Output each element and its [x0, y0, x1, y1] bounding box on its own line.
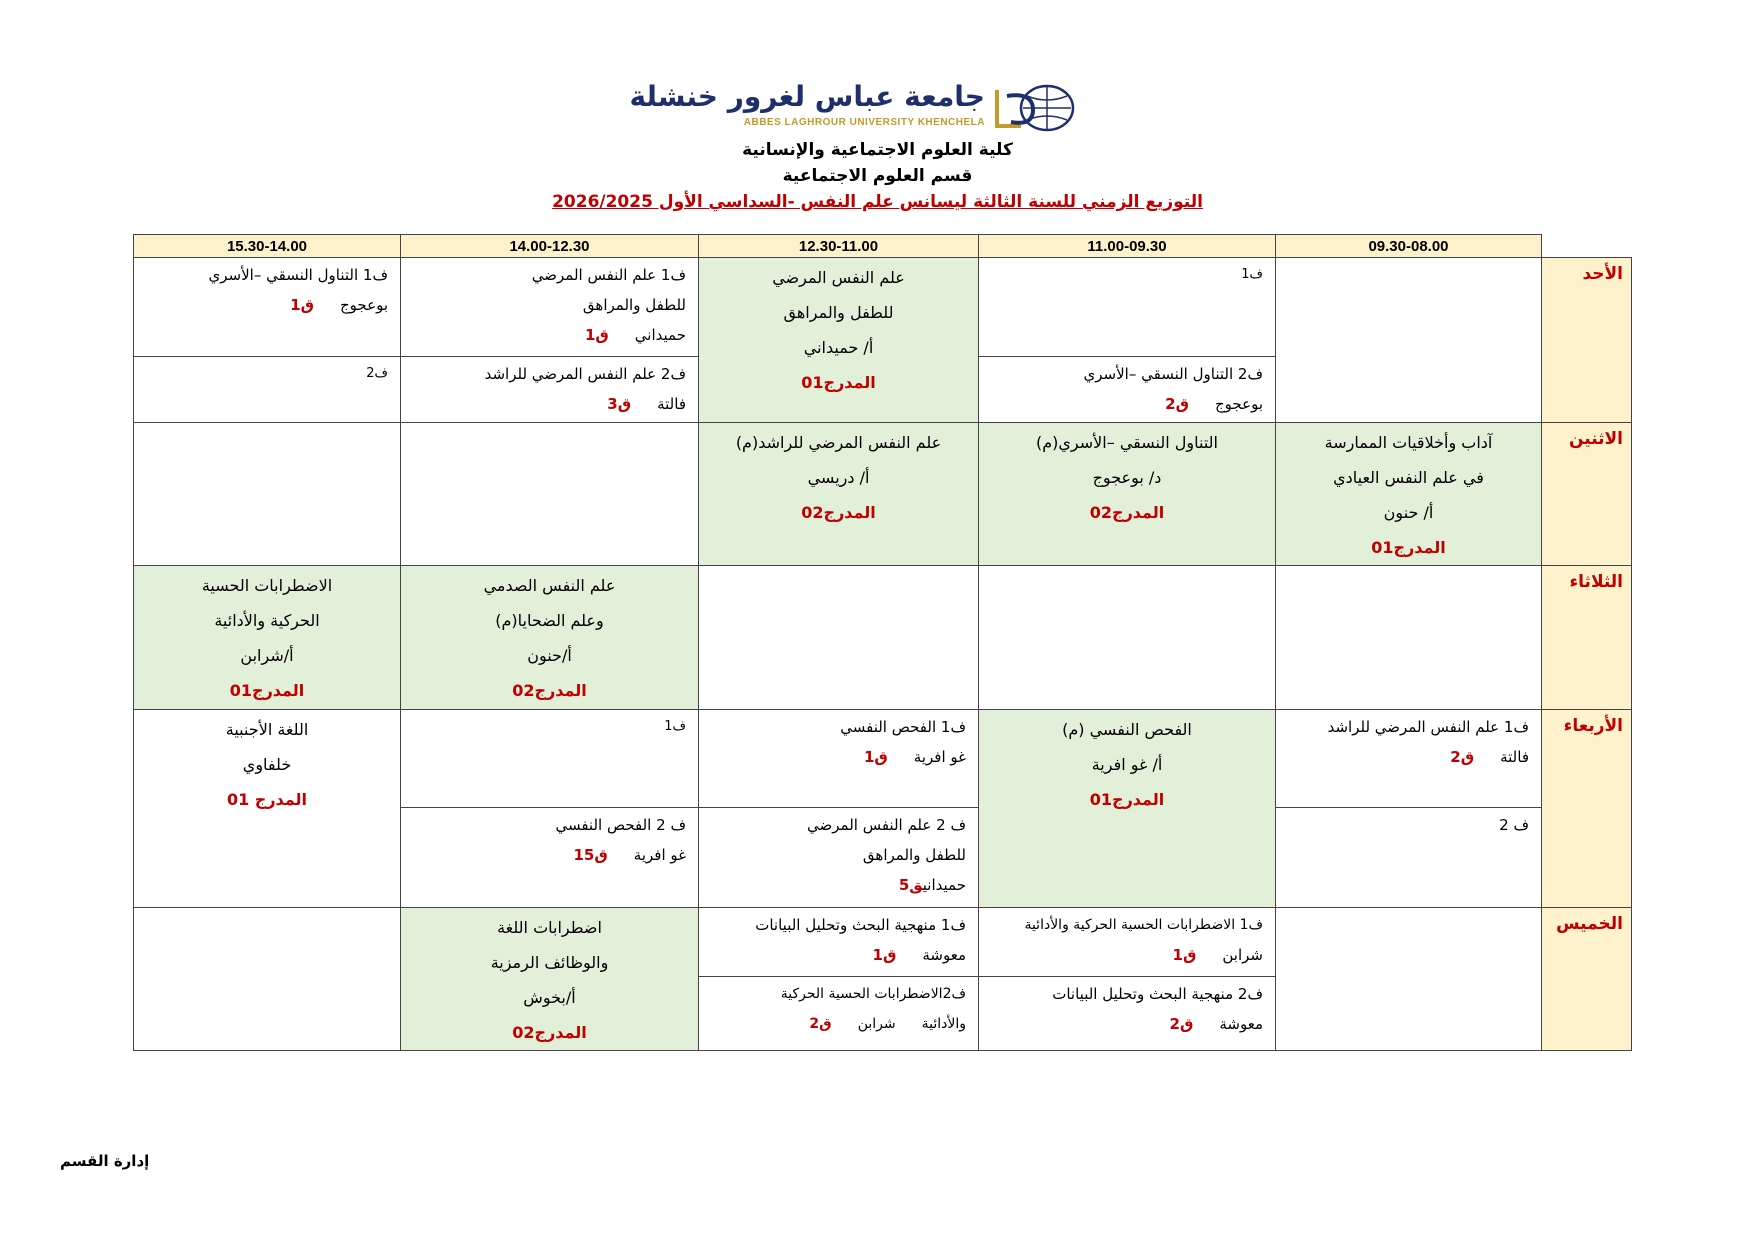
- table-row: [134, 566, 1632, 710]
- table-row: [134, 258, 1632, 357]
- time-header-2: 11.00-09.30: [979, 235, 1276, 258]
- schedule-cell-empty: [699, 566, 979, 710]
- day-thursday: الخميس: [1542, 908, 1632, 1051]
- table-row: [134, 710, 1632, 808]
- table-row: [134, 423, 1632, 566]
- lecture-cell: آداب وأخلاقيات الممارسة في علم النفس العيادي أ/ حنون المدرج01: [1276, 423, 1542, 566]
- schedule-cell: ف2 علم النفس المرضي للراشد فالتةق3: [401, 357, 699, 423]
- schedule-cell-empty: [1276, 908, 1542, 1051]
- schedule-cell: ف2 منهجية البحث وتحليل البيانات معوشةق2: [979, 977, 1276, 1051]
- time-header-4: 14.00-12.30: [401, 235, 699, 258]
- schedule-cell: ف 2 علم النفس المرضي للطفل والمراهق حميدانيق5: [699, 808, 979, 908]
- lecture-cell: علم النفس المرضي للطفل والمراهق أ/ حميداني المدرج01: [699, 258, 979, 423]
- schedule-cell: ف1 الاضطرابات الحسية الحركية والأدائية شرابنق1: [979, 908, 1276, 977]
- schedule-cell-empty: [134, 423, 401, 566]
- lecture-cell: الاضطرابات الحسية الحركية والأدائية أ/شرابن المدرج01: [134, 566, 401, 710]
- logo-english-text: ABBES LAGHROUR UNIVERSITY KHENCHELA: [743, 117, 985, 128]
- schedule-cell: ف1 الفحص النفسي غو افريةق1: [699, 710, 979, 808]
- time-header-1: 09.30-08.00: [1276, 235, 1542, 258]
- schedule-cell: اللغة الأجنبية خلفاوي المدرج 01: [134, 710, 401, 908]
- schedule-cell-empty: [1276, 566, 1542, 710]
- corner-cell: [1542, 235, 1632, 258]
- schedule-cell: ف1 التناول النسقي –الأسري بوعجوجق1: [134, 258, 401, 357]
- faculty-name: كلية العلوم الاجتماعية والإنسانية: [742, 140, 1013, 160]
- university-emblem-icon: [993, 82, 1075, 132]
- timetable: [133, 234, 1632, 1051]
- schedule-cell-empty: [134, 908, 401, 1051]
- day-monday: الاثنين: [1542, 423, 1632, 566]
- time-header-5: 15.30-14.00: [134, 235, 401, 258]
- schedule-cell-empty: [979, 566, 1276, 710]
- day-tuesday: الثلاثاء: [1542, 566, 1632, 710]
- schedule-cell: ف1 علم النفس المرضي للطفل والمراهق حميدانيق1: [401, 258, 699, 357]
- schedule-cell: ف 2: [1276, 808, 1542, 908]
- schedule-cell: ف 2 الفحص النفسي غو افريةق15: [401, 808, 699, 908]
- department-name: قسم العلوم الاجتماعية: [782, 166, 973, 186]
- lecture-cell: علم النفس الصدمي وعلم الضحايا(م) أ/حنون المدرج02: [401, 566, 699, 710]
- schedule-cell: ف1 منهجية البحث وتحليل البيانات معوشةق1: [699, 908, 979, 977]
- schedule-cell-empty: [1276, 258, 1542, 423]
- schedule-cell: ف2 التناول النسقي –الأسري بوعجوجق2: [979, 357, 1276, 423]
- university-logo: [629, 80, 1080, 140]
- schedule-cell-empty: [401, 423, 699, 566]
- department-administration-signature: إدارة القسم: [60, 1152, 150, 1170]
- logo-arabic-text: جامعة عباس لغرور خنشلة: [629, 80, 985, 113]
- lecture-cell: اضطرابات اللغة والوظائف الرمزية أ/بخوش المدرج02: [401, 908, 699, 1051]
- schedule-cell: ف1 علم النفس المرضي للراشد فالتةق2: [1276, 710, 1542, 808]
- time-header-3: 12.30-11.00: [699, 235, 979, 258]
- day-sunday: الأحد: [1542, 258, 1632, 423]
- schedule-cell: ف1: [979, 258, 1276, 357]
- lecture-cell: علم النفس المرضي للراشد(م) أ/ دريسي المدرج02: [699, 423, 979, 566]
- table-row: [134, 908, 1632, 977]
- schedule-cell: ف2: [134, 357, 401, 423]
- day-wednesday: الأربعاء: [1542, 710, 1632, 908]
- schedule-cell: ف2الاضطرابات الحسية الحركية والأدائيةشرابنق2: [699, 977, 979, 1051]
- schedule-cell: ف1: [401, 710, 699, 808]
- lecture-cell: الفحص النفسي (م) أ/ غو افرية المدرج01: [979, 710, 1276, 908]
- time-header-row: [134, 235, 1632, 258]
- schedule-title: التوزيع الزمني للسنة الثالثة ليسانس علم النفس -السداسي الأول 2026/2025: [552, 192, 1203, 212]
- lecture-cell: التناول النسقي –الأسري(م) د/ بوعجوج المدرج02: [979, 423, 1276, 566]
